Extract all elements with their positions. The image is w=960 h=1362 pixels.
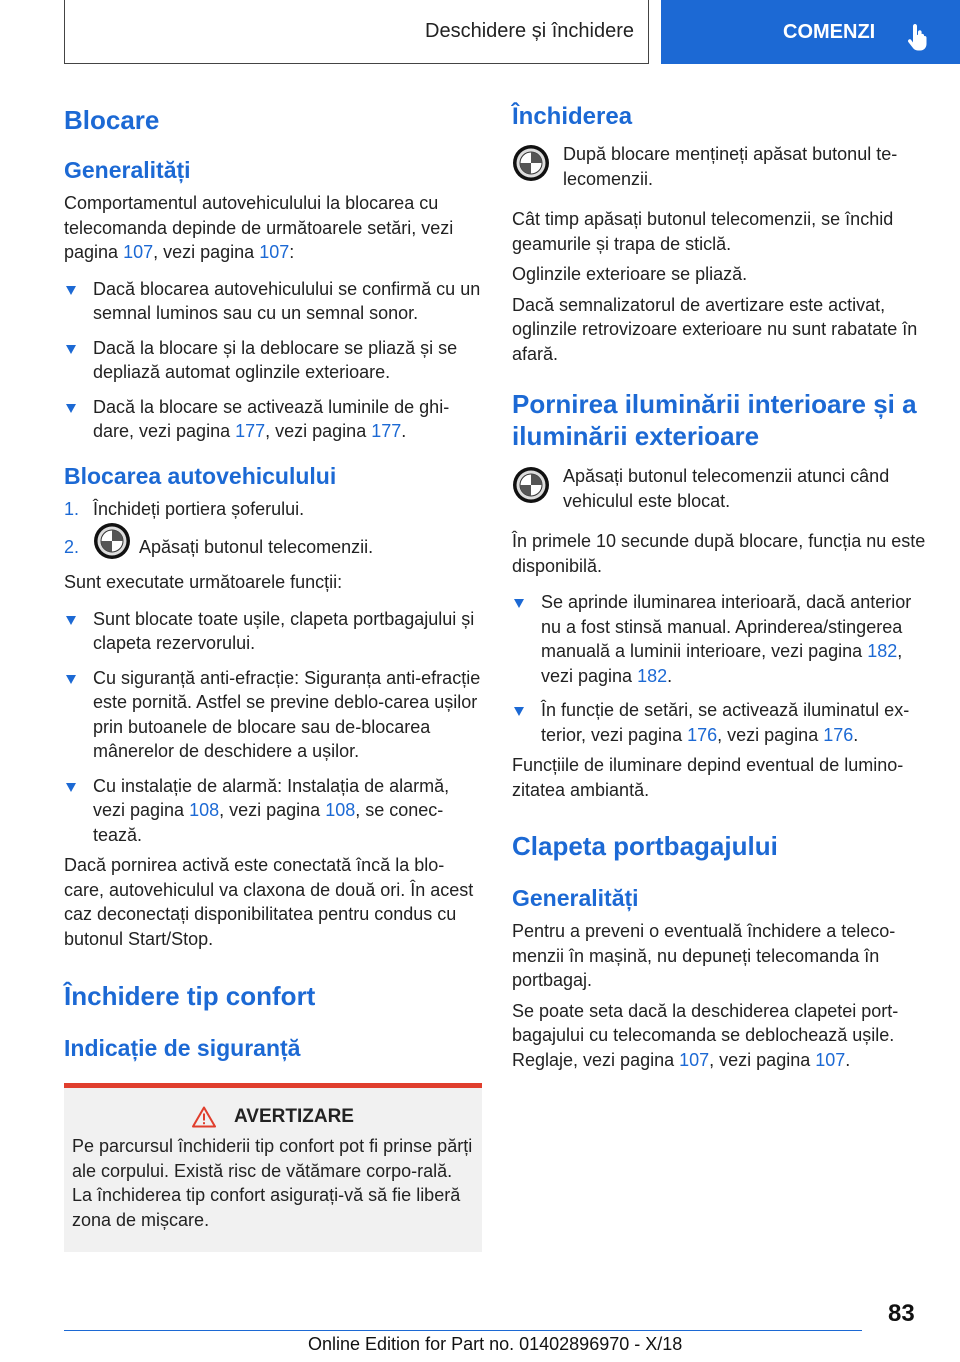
right-column xyxy=(512,96,932,1072)
warning-title: AVERTIZARE xyxy=(234,1106,354,1128)
clapeta-p2: Se poate seta dacă la deschiderea clapetei port-bagajului cu telecomanda se deblochează ușile. Reglaje, vezi pagina 107, vezi pagina 107. xyxy=(512,1000,899,1070)
list-item: În funcție de setări, se activează iluminatul ex-terior, vezi pagina 176, vezi pagina 176. xyxy=(512,698,932,747)
chapter-tab[interactable] xyxy=(661,0,960,64)
page-link[interactable]: 176 xyxy=(823,724,854,745)
warning-triangle-icon xyxy=(192,1106,216,1128)
left-column xyxy=(64,96,482,1252)
settings-list xyxy=(64,277,482,444)
page-link[interactable]: 107 xyxy=(679,1049,710,1070)
heading-blocare: Blocare xyxy=(64,105,160,135)
list-item: Cu instalație de alarmă: Instalația de alarmă, vezi pagina 108, vezi pagina 108, se conec-tează. xyxy=(64,774,482,848)
list-item: Sunt blocate toate ușile, clapeta portbagajului și clapeta rezervorului. xyxy=(64,607,482,656)
page-link[interactable]: 176 xyxy=(687,724,718,745)
logo-instruction: Apăsați butonul telecomenzii atunci când vehiculul este blocat. xyxy=(512,464,932,513)
footer-divider xyxy=(64,1330,862,1331)
generalitati-paragraph: Comportamentul autovehiculului la blocarea cu telecomanda depinde de următoarele setări, vezi pagina 107, vezi pagina 107: xyxy=(64,193,454,262)
page-link[interactable]: 108 xyxy=(189,800,220,821)
inchiderea-p2: Oglinzile exterioare se pliază. xyxy=(512,264,748,284)
page-link[interactable]: 182 xyxy=(867,641,898,661)
warning-text: Pe parcursul închiderii tip confort pot fi prinse părți ale corpului. Există risc de vătămare corpo-rală. La închiderea tip confort asigurați-vă să fie liberă zona de mișcare. xyxy=(72,1136,473,1230)
list-item: Dacă la blocare se activează luminile de ghi-dare, vezi pagina 177, vezi pagina 177. xyxy=(64,395,482,444)
heading-inchiderea: Închiderea xyxy=(512,103,633,130)
chapter-tab-label: COMENZI xyxy=(783,20,876,43)
page-number: 83 xyxy=(888,1300,915,1327)
remote-button-logo-icon xyxy=(512,466,550,504)
step-item: 2. Apăsați butonul telecomenzii. xyxy=(64,535,482,560)
hand-pointer-icon xyxy=(907,22,931,52)
heading-indicatie-siguranta: Indicație de siguranță xyxy=(64,1035,301,1062)
inchiderea-p3: Dacă semnalizatorul de avertizare este activat, oglinzile retrovizoare exterioare nu sunt rabatate în afară. xyxy=(512,294,918,364)
logo-instruction: După blocare mențineți apăsat butonul te-lecomenzii. xyxy=(512,142,932,191)
remote-button-logo-icon xyxy=(93,522,131,560)
step-item: 1. Închideți portiera șoferului. xyxy=(64,498,305,519)
list-item: Cu siguranță anti-efracție: Siguranța anti-efracție este pornită. Astfel se previne deblo-carea ușilor prin butoanele de blocare sau de-blocarea mânerelor de deschidere a ușilor. xyxy=(64,666,482,764)
remote-button-logo-icon xyxy=(512,144,550,182)
page-link[interactable]: 177 xyxy=(371,421,402,441)
warning-box xyxy=(64,1083,482,1252)
list-item: Dacă la blocare și la deblocare se pliază și se depliază automat oglinzile exterioare. xyxy=(64,336,482,385)
page-link[interactable]: 182 xyxy=(637,665,668,686)
page-link[interactable]: 107 xyxy=(123,242,154,262)
warning-header xyxy=(72,1106,474,1128)
page-link[interactable]: 107 xyxy=(259,242,290,262)
pornirea-p2: Funcțiile de iluminare depind eventual de lumino-zitatea ambiantă. xyxy=(512,755,904,800)
page-link[interactable]: 107 xyxy=(815,1049,846,1070)
section-title: Deschidere și închidere xyxy=(425,20,634,42)
heading-generalitati: Generalități xyxy=(64,157,191,183)
heading-inchidere-confort: Închidere tip confort xyxy=(64,981,316,1012)
clapeta-p1: Pentru a preveni o eventuală închidere a teleco-menzii în mașină, nu depuneți telecomanda în portbagaj. xyxy=(512,921,896,990)
list-item: Dacă blocarea autovehiculului se confirmă cu un semnal luminos sau cu un semnal sonor. xyxy=(64,277,482,326)
functions-intro: Sunt executate următoarele funcții: xyxy=(64,572,343,593)
lighting-list xyxy=(512,590,932,747)
heading-generalitati-2: Generalități xyxy=(512,885,639,911)
functions-list xyxy=(64,607,482,848)
pornire-paragraph: Dacă pornirea activă este conectată încă la blo-care, autovehiculul va claxona de două ori. În acest caz deconectați disponibilitatea pentru condus cu butonul Start/Stop. xyxy=(64,855,474,949)
page-link[interactable]: 108 xyxy=(325,800,356,821)
pornirea-p1: În primele 10 secunde după blocare, funcția nu este disponibilă. xyxy=(512,531,926,576)
inchiderea-p1: Cât timp apăsați butonul telecomenzii, se închid geamurile și trapa de sticlă. xyxy=(512,209,894,254)
footer-edition: Online Edition for Part no. 01402896970 - X/18 xyxy=(308,1334,683,1354)
list-item: Se aprinde iluminarea interioară, dacă anterior nu a fost stinsă manual. Aprinderea/stingerea manuală a luminii interioare, vezi pagina 182, vezi pagina 182. xyxy=(512,590,932,688)
heading-clapeta-portbagajului: Clapeta portbagajului xyxy=(512,831,778,861)
heading-pornirea-iluminarii: Pornirea iluminării interioare și a iluminării exterioare xyxy=(512,389,917,451)
section-header xyxy=(64,0,649,64)
heading-blocarea-autovehiculului: Blocarea autovehiculului xyxy=(64,462,337,489)
page-link[interactable]: 177 xyxy=(235,421,266,441)
steps-list xyxy=(64,497,482,561)
